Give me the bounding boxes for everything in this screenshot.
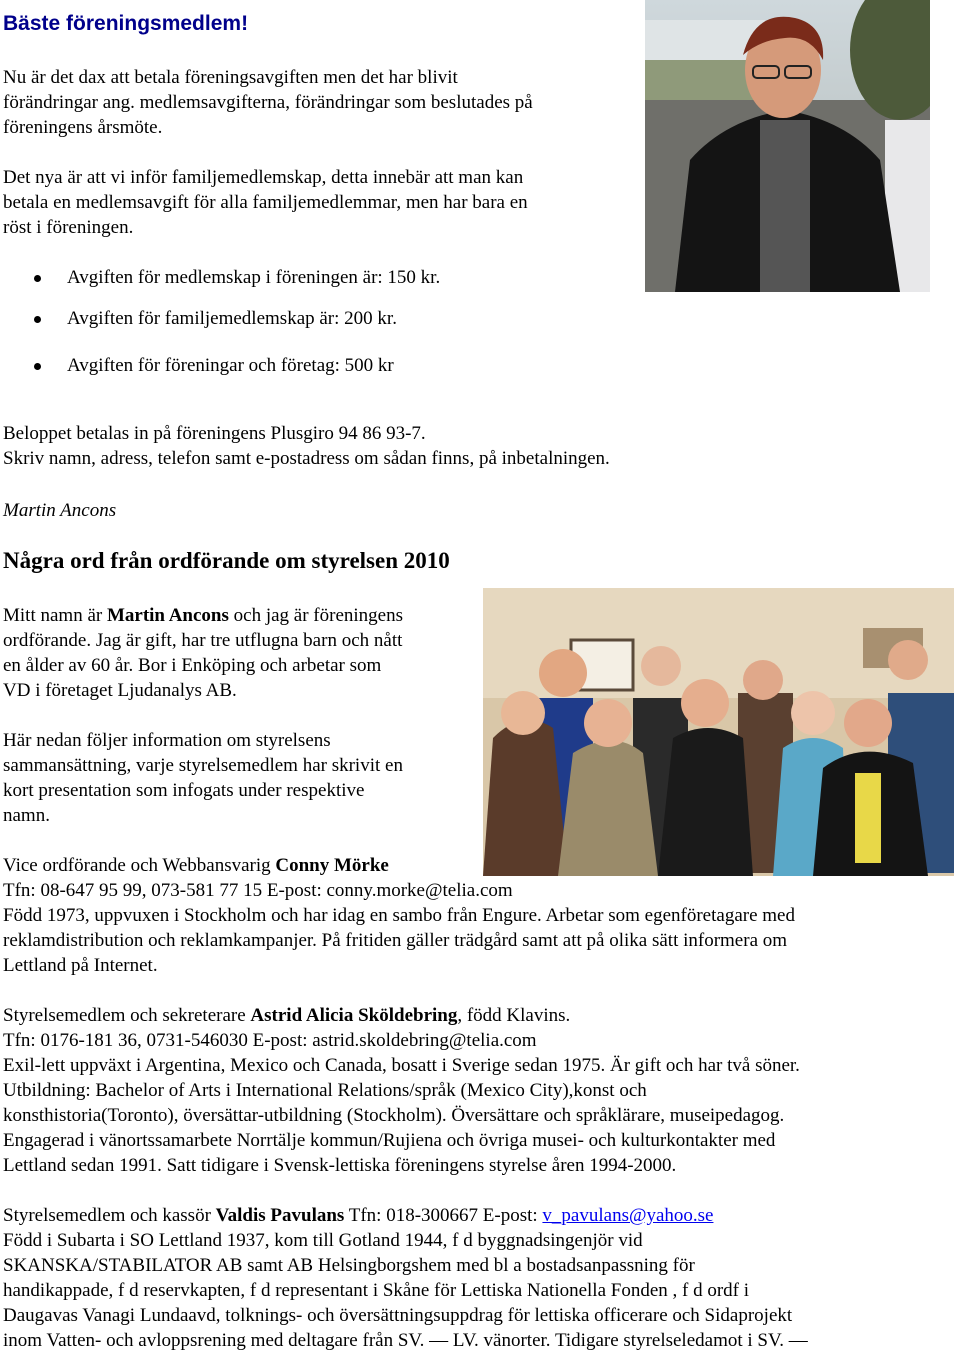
treasurer-bio-1: Född i Subarta i SO Lettland 1937, kom till Gotland 1944, f d byggnadsingenjör vid bbox=[3, 1230, 643, 1251]
treasurer-email-link[interactable]: v_pavulans@yahoo.se bbox=[542, 1205, 714, 1226]
portrait-photo bbox=[645, 0, 930, 292]
chair-line-2: ordförande. Jag är gift, har tre utflugna barn och nått bbox=[3, 630, 403, 651]
treasurer-bio-2: SKANSKA/STABILATOR AB samt AB Helsingborgshem med bl a bostadsanpassning för bbox=[3, 1255, 695, 1276]
section-title: Några ord från ordförande om styrelsen 2010 bbox=[3, 548, 450, 573]
signature: Martin Ancons bbox=[3, 500, 117, 521]
intro-line-1: Nu är det dax att betala föreningsavgiften men det har blivit bbox=[3, 67, 458, 88]
vice-bio-2: reklamdistribution och reklamkampanjer. På fritiden gäller trädgård samt att på olika sätt informera om bbox=[3, 930, 788, 951]
secretary-bio-5: Lettland sedan 1991. Satt tidigare i Svensk-lettiska föreningens styrelse åren 1994-2000. bbox=[3, 1155, 677, 1176]
chair-line-3: en ålder av 60 år. Bor i Enköping och arbetar som bbox=[3, 655, 382, 676]
family-line-1: Det nya är att vi inför familjemedlemskap, detta innebär att man kan bbox=[3, 167, 524, 188]
secretary-bio-2: Utbildning: Bachelor of Arts i International Relations/språk (Mexico City),konst och bbox=[3, 1080, 647, 1101]
chair-text: Mitt namn är bbox=[3, 605, 107, 626]
vice-role: Vice ordförande och Webbansvarig bbox=[3, 855, 276, 876]
treasurer-phone: Tfn: 018-300667 E-post: bbox=[344, 1205, 543, 1226]
board-intro-line-2: sammansättning, varje styrelsemedlem har skrivit en bbox=[3, 755, 403, 776]
board-intro-line-1: Här nedan följer information om styrelsens bbox=[3, 730, 331, 751]
fee-text: Avgiften för medlemskap i föreningen är: 150 kr. bbox=[67, 267, 441, 288]
board-intro-line-4: namn. bbox=[3, 805, 50, 826]
treasurer-role: Styrelsemedlem och kassör bbox=[3, 1205, 216, 1226]
vice-bio-3: Lettland på Internet. bbox=[3, 955, 158, 976]
secretary-role-post: , född Klavins. bbox=[457, 1005, 571, 1026]
intro-line-2: förändringar ang. medlemsavgifterna, förändringar som beslutades på bbox=[3, 92, 533, 113]
secretary-bio-3: konsthistoria(Toronto), översättar-utbildning (Stockholm). Översättare och språklärare, museipedagog. bbox=[3, 1105, 785, 1126]
secretary-bio-4: Engagerad i vänortssamarbete Norrtälje kommun/Rujiena och övriga musei- och kulturkontakter med bbox=[3, 1130, 776, 1151]
family-line-3: röst i föreningen. bbox=[3, 217, 134, 238]
intro-line-3: föreningens årsmöte. bbox=[3, 117, 163, 138]
secretary-bio-1: Exil-lett uppväxt i Argentina, Mexico och Canada, bosatt i Sverige sedan 1975. Är gift och har två söner. bbox=[3, 1055, 800, 1076]
vice-name: Conny Mörke bbox=[275, 855, 389, 876]
secretary-role-line bbox=[3, 1003, 570, 1028]
vice-bio-1: Född 1973, uppvuxen i Stockholm och har idag en sambo från Engure. Arbetar som egenföretagare med bbox=[3, 905, 795, 926]
secretary-contact: Tfn: 0176-181 36, 0731-546030 E-post: astrid.skoldebring@telia.com bbox=[3, 1030, 537, 1051]
payment-line-1: Beloppet betalas in på föreningens Plusgiro 94 86 93-7. bbox=[3, 423, 426, 444]
treasurer-role-line bbox=[3, 1203, 713, 1228]
vice-contact: Tfn: 08-647 95 99, 073-581 77 15 E-post: conny.morke@telia.com bbox=[3, 880, 513, 901]
vice-role-line bbox=[3, 853, 389, 878]
bullet-icon bbox=[34, 363, 41, 370]
bullet-icon bbox=[34, 316, 41, 323]
treasurer-bio-3: handikappade, f d reservkapten, f d representant i Skåne för Lettiska Nationella Fonden , f d ordf i bbox=[3, 1280, 750, 1301]
bullet-icon bbox=[34, 275, 41, 282]
chair-line-4: VD i företaget Ljudanalys AB. bbox=[3, 680, 237, 701]
secretary-name: Astrid Alicia Sköldebring bbox=[250, 1005, 458, 1026]
chair-line-1 bbox=[3, 603, 403, 628]
treasurer-bio-4: Daugavas Vanagi Lundaavd, tolknings- och översättningsuppdrag för lettiska officerare och Sidaprojekt bbox=[3, 1305, 793, 1326]
treasurer-bio-5: inom Vatten- och avloppsrening med deltagare från SV. — LV. vänorter. Tidigare styrelseledamot i SV. — bbox=[3, 1330, 808, 1351]
secretary-role: Styrelsemedlem och sekreterare bbox=[3, 1005, 251, 1026]
payment-line-2: Skriv namn, adress, telefon samt e-postadress om sådan finns, på inbetalningen. bbox=[3, 448, 610, 469]
board-group-photo bbox=[483, 588, 954, 876]
greeting-heading: Bäste föreningsmedlem! bbox=[3, 12, 249, 35]
family-line-2: betala en medlemsavgift för alla familjemedlemmar, men har bara en bbox=[3, 192, 528, 213]
fee-text: Avgiften för familjemedlemskap är: 200 kr. bbox=[67, 308, 397, 329]
fee-text: Avgiften för föreningar och företag: 500 kr bbox=[67, 355, 394, 376]
chair-text: och jag är föreningens bbox=[228, 605, 403, 626]
chair-name: Martin Ancons bbox=[106, 605, 229, 626]
treasurer-name: Valdis Pavulans bbox=[215, 1205, 345, 1226]
board-intro-line-3: kort presentation som infogats under respektive bbox=[3, 780, 365, 801]
